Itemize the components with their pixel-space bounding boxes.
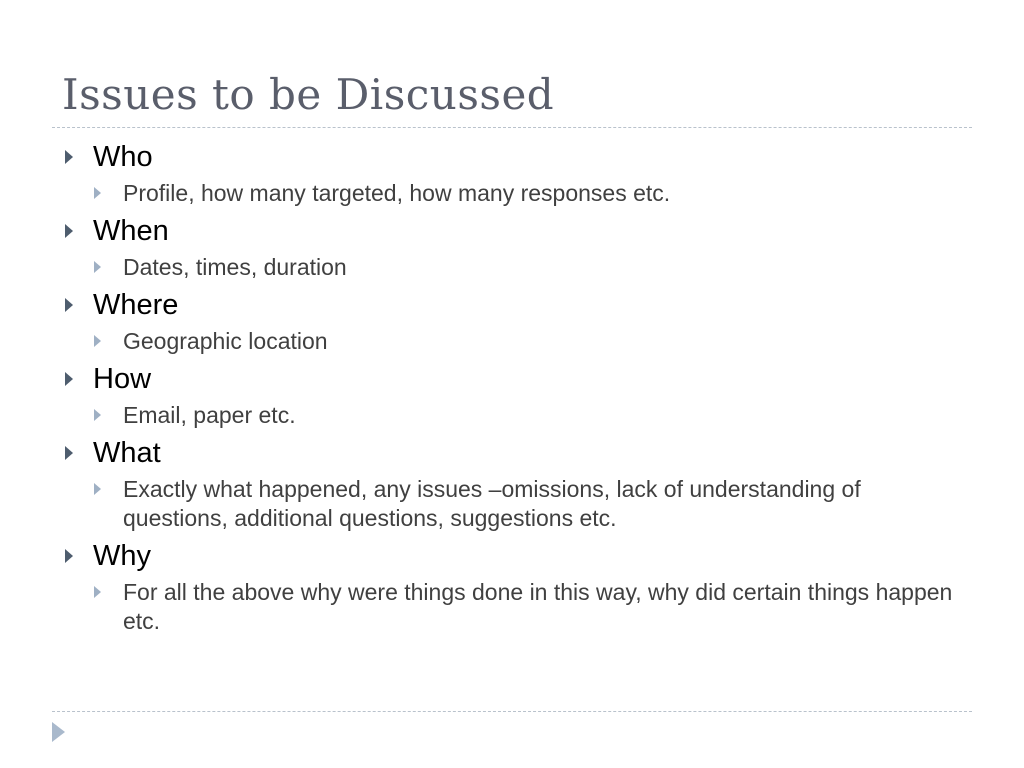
slide-title: Issues to be Discussed <box>62 70 555 119</box>
bullet-item-why <box>62 538 962 574</box>
sub-bullet-why <box>93 578 962 636</box>
bullet-triangle-icon <box>65 372 73 386</box>
sub-bullet-text: Exactly what happened, any issues –omissions, lack of understanding of questions, additional questions, suggestions etc. <box>123 476 861 531</box>
sub-bullet-text: Email, paper etc. <box>123 402 296 428</box>
sub-bullet-triangle-icon <box>94 483 101 495</box>
sub-bullet-text: For all the above why were things done in this way, why did certain things happen etc. <box>123 579 953 634</box>
bullet-item-what <box>62 435 962 471</box>
sub-bullet-triangle-icon <box>94 586 101 598</box>
bullet-triangle-icon <box>65 446 73 460</box>
sub-bullet-when <box>93 253 962 282</box>
sub-bullet-where <box>93 327 962 356</box>
sub-bullet-triangle-icon <box>94 409 101 421</box>
bullet-heading: How <box>93 363 152 395</box>
bullet-triangle-icon <box>65 150 73 164</box>
corner-triangle-icon <box>52 722 65 742</box>
bullet-heading: What <box>93 437 161 469</box>
bullet-item-who <box>62 139 962 175</box>
bullet-list <box>62 138 962 641</box>
sub-bullet-triangle-icon <box>94 187 101 199</box>
sub-bullet-how <box>93 401 962 430</box>
title-divider <box>52 127 972 128</box>
sub-bullet-triangle-icon <box>94 261 101 273</box>
bullet-heading: Why <box>93 540 151 572</box>
bullet-item-where <box>62 287 962 323</box>
sub-bullet-text: Profile, how many targeted, how many responses etc. <box>123 180 671 206</box>
sub-bullet-what <box>93 475 962 533</box>
bullet-item-how <box>62 361 962 397</box>
sub-bullet-triangle-icon <box>94 335 101 347</box>
bullet-heading: When <box>93 215 169 247</box>
bullet-triangle-icon <box>65 298 73 312</box>
bullet-item-when <box>62 213 962 249</box>
bullet-triangle-icon <box>65 549 73 563</box>
sub-bullet-who <box>93 179 962 208</box>
bullet-heading: Where <box>93 289 179 321</box>
bullet-triangle-icon <box>65 224 73 238</box>
sub-bullet-text: Dates, times, duration <box>123 254 347 280</box>
footer-divider <box>52 711 972 712</box>
sub-bullet-text: Geographic location <box>123 328 328 354</box>
bullet-heading: Who <box>93 141 153 173</box>
